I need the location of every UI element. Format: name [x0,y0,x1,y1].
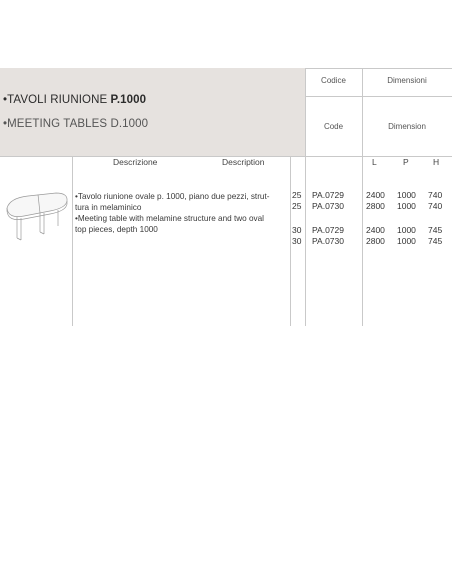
header-divider-2 [362,68,363,156]
row-1-thickness: 25 [292,190,302,200]
row-3-p: 1000 [397,225,416,235]
row-4-p: 1000 [397,236,416,246]
dimensioni-header: Dimensioni [387,76,427,85]
row-4-h: 745 [428,236,443,246]
description-label: Description [222,157,265,167]
row-3-l: 2400 [366,225,385,235]
dimension-header: Dimension [388,122,426,131]
header-divider-1 [305,68,306,156]
body-divider-image [72,156,73,326]
row-3-h: 745 [428,225,443,235]
row-4-thickness: 30 [292,236,302,246]
header-top-line [305,68,452,69]
row-1-h: 740 [428,190,443,200]
codice-header: Codice [321,76,346,85]
h-label: H [433,157,440,167]
description-en-line-2: top pieces, depth 1000 [75,225,158,234]
row-4-code: PA.0730 [312,236,344,246]
row-2-p: 1000 [397,201,416,211]
row-2-code: PA.0730 [312,201,344,211]
title-code: P.1000 [110,94,147,106]
header-mid-line [305,96,452,97]
row-2-thickness: 25 [292,201,302,211]
descrizione-label: Descrizione [113,157,158,167]
code-header: Code [323,122,344,131]
oval-table-drawing-icon [4,192,70,246]
l-label: L [372,157,377,167]
description-it-line-1: •Tavolo riunione ovale p. 1000, piano due pezzi, strut- [75,192,270,201]
row-3-code: PA.0729 [312,225,344,235]
title-english: •MEETING TABLES D.1000 [3,118,149,130]
title-italian: •TAVOLI RIUNIONE P.1000 [3,94,147,106]
row-4-l: 2800 [366,236,385,246]
row-1-p: 1000 [397,190,416,200]
body-divider-code [362,156,363,326]
description-en-line-1: •Meeting table with melamine structure and two oval [75,214,264,223]
row-3-thickness: 30 [292,225,302,235]
body-divider-thick [305,156,306,326]
description-it-line-2: tura in melaminico [75,203,142,212]
row-1-code: PA.0729 [312,190,344,200]
header-band [0,68,305,156]
body-divider-desc [290,156,291,326]
p-label: P [403,157,409,167]
row-1-l: 2400 [366,190,385,200]
row-2-l: 2800 [366,201,385,211]
row-2-h: 740 [428,201,443,211]
